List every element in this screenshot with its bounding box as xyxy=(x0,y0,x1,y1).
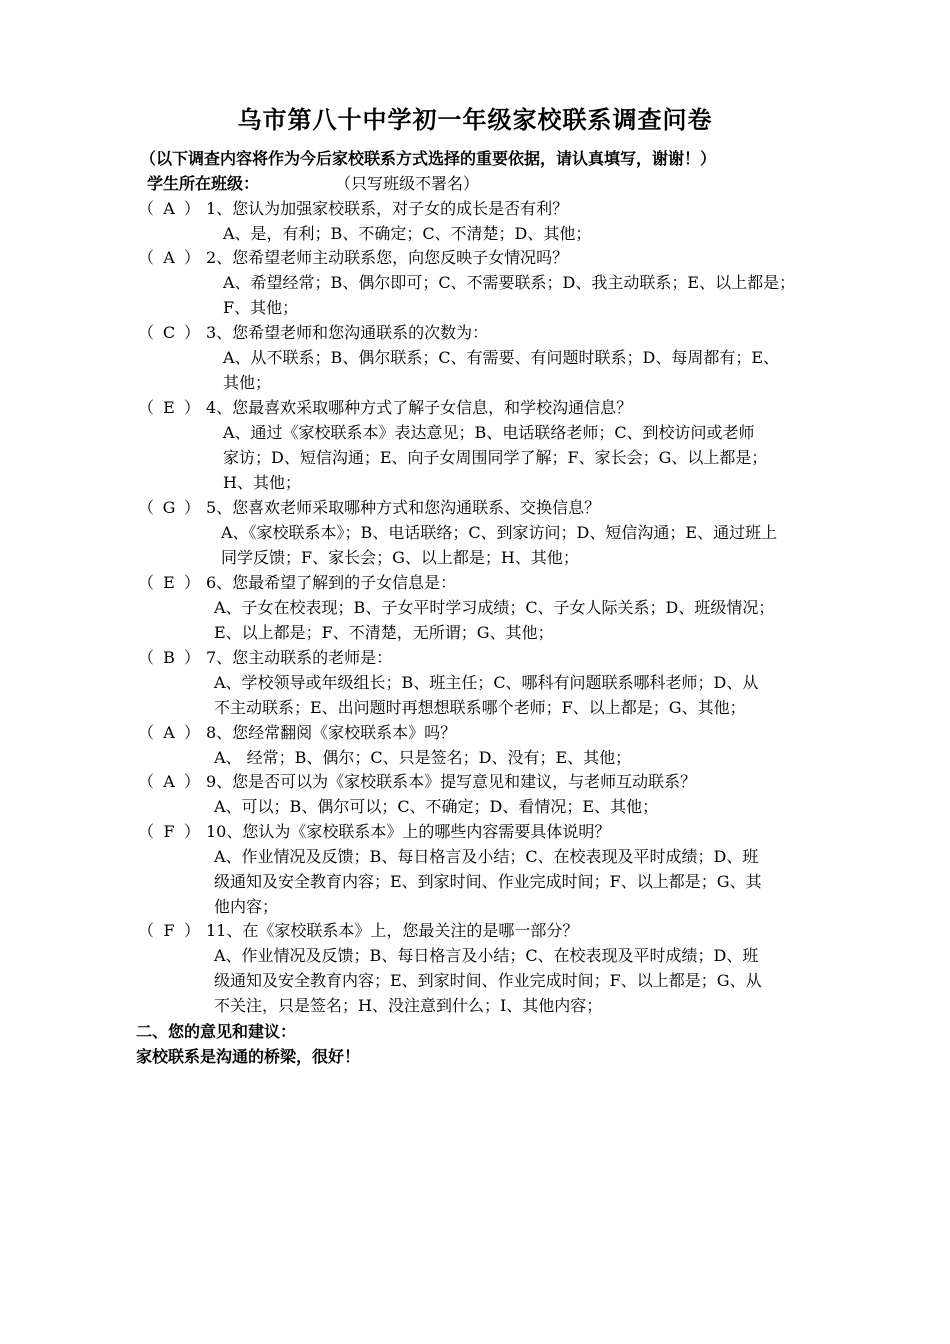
options-line: 不关注，只是签名；H、没注意到什么；I、其他内容； xyxy=(214,996,603,1015)
question-3 xyxy=(138,320,488,343)
options-line: 其他； xyxy=(223,373,272,392)
options-line: A、学校领导或年级组长；B、班主任；C、哪科有问题联系哪科老师；D、从 xyxy=(214,673,759,692)
answer-box: （ F ） xyxy=(138,822,201,841)
question-5 xyxy=(138,495,600,518)
answer-box: （ A ） xyxy=(138,248,201,267)
options-line: A、是，有利；B、不确定；C、不清楚；D、其他； xyxy=(223,224,592,243)
class-note: （只写班级不署名） xyxy=(343,174,480,193)
answer-letter: A xyxy=(163,772,175,791)
answer-letter: A xyxy=(163,199,175,218)
question-7 xyxy=(138,645,392,668)
question-4 xyxy=(138,395,632,418)
question-6 xyxy=(138,570,456,593)
options-line: 级通知及安全教育内容；E、到家时间、作业完成时间；F、以上都是；G、其 xyxy=(214,872,762,891)
question-text: 9、您是否可以为《家校联系本》提写意见和建议，与老师互动联系？ xyxy=(206,772,697,791)
question-1 xyxy=(138,196,568,219)
question-text: 6、您最希望了解到的子女信息是： xyxy=(206,573,457,592)
question-text: 1、您认为加强家校联系，对子女的成长是否有利？ xyxy=(206,199,569,218)
answer-box: （ G ） xyxy=(138,498,201,517)
options-line: 家访；D、短信沟通；E、向子女周围同学了解；F、家长会；G、以上都是； xyxy=(223,448,768,467)
answer-box: （ A ） xyxy=(138,199,201,218)
options-line: A、可以；B、偶尔可以；C、不确定；D、看情况；E、其他； xyxy=(214,797,659,816)
answer-letter: F xyxy=(163,921,175,940)
options-line: A、 经常；B、偶尔；C、只是签名；D、没有；E、其他； xyxy=(214,748,632,767)
options-line: 同学反馈；F、家长会；G、以上都是；H、其他； xyxy=(221,548,579,567)
options-line: A、作业情况及反馈；B、每日格言及小结；C、在校表现及平时成绩；D、班 xyxy=(214,847,759,866)
question-text: 2、您希望老师主动联系您，向您反映子女情况吗？ xyxy=(206,248,569,267)
question-text: 5、您喜欢老师采取哪种方式和您沟通联系、交换信息？ xyxy=(206,498,601,517)
options-line: A、希望经常；B、偶尔即可；C、不需要联系；D、我主动联系；E、以上都是； xyxy=(223,273,796,292)
question-8 xyxy=(138,720,456,743)
answer-box: （ E ） xyxy=(138,573,201,592)
options-line: 级通知及安全教育内容；E、到家时间、作业完成时间；F、以上都是；G、从 xyxy=(214,971,762,990)
answer-box: （ E ） xyxy=(138,398,201,417)
answer-box: （ A ） xyxy=(138,723,201,742)
options-line: 不主动联系；E、出问题时再想想联系哪个老师；F、以上都是；G、其他； xyxy=(214,698,746,717)
answer-letter: F xyxy=(163,822,175,841)
options-line: A、从不联系；B、偶尔联系；C、有需要、有问题时联系；D、每周都有；E、 xyxy=(223,348,780,367)
class-field xyxy=(147,171,479,194)
question-10 xyxy=(138,819,610,842)
answer-box: （ F ） xyxy=(138,921,201,940)
answer-letter: A xyxy=(163,723,175,742)
answer-letter: B xyxy=(163,648,175,667)
answer-letter: A xyxy=(163,248,175,267)
answer-box: （ B ） xyxy=(138,648,201,667)
options-line: A、《家校联系本》；B、电话联络；C、到家访问；D、短信沟通；E、通过班上 xyxy=(221,523,778,542)
options-line: F、其他； xyxy=(223,298,299,317)
answer-box: （ A ） xyxy=(138,772,201,791)
question-9 xyxy=(138,769,696,792)
answer-letter: G xyxy=(162,498,176,517)
options-line: H、其他； xyxy=(223,473,301,492)
section2-text: 家校联系是沟通的桥梁，很好！ xyxy=(136,1047,361,1066)
question-text: 10、您认为《家校联系本》上的哪些内容需要具体说明？ xyxy=(206,822,611,841)
answer-box: （ C ） xyxy=(138,323,201,342)
answer-letter: E xyxy=(163,398,175,417)
question-text: 4、您最喜欢采取哪种方式了解子女信息，和学校沟通信息？ xyxy=(206,398,633,417)
question-text: 8、您经常翻阅《家校联系本》吗？ xyxy=(206,723,457,742)
question-text: 7、您主动联系的老师是： xyxy=(206,648,393,667)
options-line: 他内容； xyxy=(214,897,279,916)
class-label: 学生所在班级： xyxy=(147,174,260,193)
options-line: E、以上都是；F、不清楚，无所谓；G、其他； xyxy=(214,623,554,642)
options-line: A、子女在校表现；B、子女平时学习成绩；C、子女人际关系；D、班级情况； xyxy=(214,598,775,617)
answer-letter: E xyxy=(163,573,175,592)
page-title: 乌市第八十中学初一年级家校联系调查问卷 xyxy=(237,105,713,134)
intro-note: （以下调查内容将作为今后家校联系方式选择的重要依据，请认真填写，谢谢！） xyxy=(140,149,717,168)
options-line: A、作业情况及反馈；B、每日格言及小结；C、在校表现及平时成绩；D、班 xyxy=(214,946,759,965)
question-11 xyxy=(138,918,578,941)
question-text: 3、您希望老师和您沟通联系的次数为： xyxy=(206,323,489,342)
question-text: 11、在《家校联系本》上，您最关注的是哪一部分？ xyxy=(206,921,579,940)
question-2 xyxy=(138,245,568,268)
section2-heading: 二、您的意见和建议： xyxy=(136,1022,297,1041)
options-line: A、通过《家校联系本》表达意见；B、电话联络老师；C、到校访问或老师 xyxy=(223,423,755,442)
answer-letter: C xyxy=(162,323,176,342)
